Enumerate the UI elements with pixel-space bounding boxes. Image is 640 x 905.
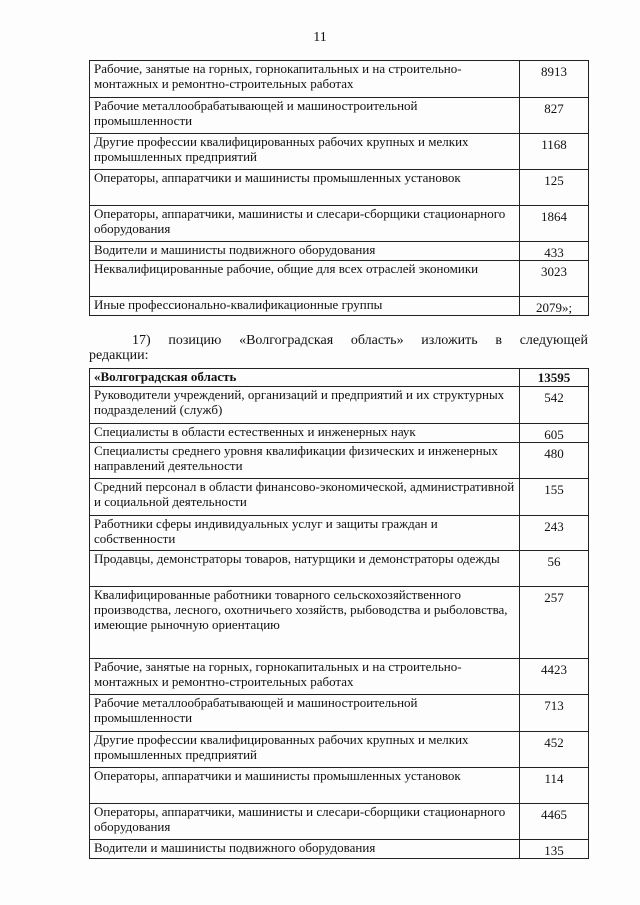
occupation-name: Квалифицированные работники товарного сельскохозяйственного производства, лесного, охотничьего хозяйств, рыбоводства и рыболовства, имеющие рыночную ориентацию (90, 587, 520, 659)
occupation-count: 135 (520, 840, 589, 859)
table-row (90, 732, 589, 768)
table-row (90, 387, 589, 424)
table-row (90, 206, 589, 242)
table-row (90, 804, 589, 840)
amendment-text: 17) позицию «Волгоградская область» изложить в следующей (132, 333, 588, 348)
occupation-name: Специалисты в области естественных и инженерных наук (90, 424, 520, 443)
region-total: 13595 (520, 369, 589, 387)
table-row (90, 297, 589, 316)
occupation-count: 125 (520, 170, 589, 206)
table-row (90, 134, 589, 170)
table-row (90, 516, 589, 551)
table-row (90, 261, 589, 297)
table-row (90, 98, 589, 134)
table-row (90, 840, 589, 859)
occupation-count: 542 (520, 387, 589, 424)
occupation-name: Средний персонал в области финансово-экономической, административной и социальной деятельности (90, 479, 520, 516)
occupation-name: Специалисты среднего уровня квалификации физических и инженерных направлений деятельности (90, 443, 520, 479)
occupation-count: 4465 (520, 804, 589, 840)
amendment-paragraph (89, 333, 588, 363)
table-row (90, 424, 589, 443)
occupation-name: Операторы, аппаратчики, машинисты и слесари-сборщики стационарного оборудования (90, 206, 520, 242)
table-row (90, 479, 589, 516)
occupation-table-continued (89, 60, 589, 316)
occupation-name: Неквалифицированные рабочие, общие для всех отраслей экономики (90, 261, 520, 297)
table-row (90, 768, 589, 804)
table-row (90, 587, 589, 659)
occupation-count: 3023 (520, 261, 589, 297)
volgograd-occupation-table (89, 368, 589, 859)
occupation-count: 155 (520, 479, 589, 516)
table-row (90, 551, 589, 587)
occupation-count: 433 (520, 242, 589, 261)
table-row (90, 242, 589, 261)
table-row (90, 659, 589, 695)
occupation-count: 4423 (520, 659, 589, 695)
occupation-name: Другие профессии квалифицированных рабочих крупных и мелких промышленных предприятий (90, 134, 520, 170)
occupation-count: 452 (520, 732, 589, 768)
occupation-name: Иные профессионально-квалификационные группы (90, 297, 520, 316)
table-row (90, 170, 589, 206)
occupation-count: 56 (520, 551, 589, 587)
occupation-count: 243 (520, 516, 589, 551)
page-number: 11 (313, 30, 327, 45)
table-row (90, 695, 589, 732)
occupation-name: Рабочие, занятые на горных, горнокапитальных и на строительно-монтажных и ремонтно-строительных работах (90, 61, 520, 98)
table-row (90, 61, 589, 98)
occupation-name: Другие профессии квалифицированных рабочих крупных и мелких промышленных предприятий (90, 732, 520, 768)
occupation-count: 480 (520, 443, 589, 479)
amendment-text-continued: редакции: (89, 348, 149, 363)
occupation-name: Руководители учреждений, организаций и предприятий и их структурных подразделений (служб) (90, 387, 520, 424)
occupation-name: Операторы, аппаратчики и машинисты промышленных установок (90, 768, 520, 804)
occupation-name: Операторы, аппаратчики и машинисты промышленных установок (90, 170, 520, 206)
occupation-name: Водители и машинисты подвижного оборудования (90, 242, 520, 261)
region-name: «Волгоградская область (90, 369, 520, 387)
occupation-count: 1864 (520, 206, 589, 242)
occupation-count: 114 (520, 768, 589, 804)
occupation-name: Операторы, аппаратчики, машинисты и слесари-сборщики стационарного оборудования (90, 804, 520, 840)
occupation-count: 713 (520, 695, 589, 732)
occupation-count: 605 (520, 424, 589, 443)
table-header-row (90, 369, 589, 387)
occupation-name: Рабочие металлообрабатывающей и машиностроительной промышленности (90, 98, 520, 134)
occupation-count: 2079»; (520, 297, 589, 316)
occupation-name: Рабочие, занятые на горных, горнокапитальных и на строительно-монтажных и ремонтно-строительных работах (90, 659, 520, 695)
occupation-name: Рабочие металлообрабатывающей и машиностроительной промышленности (90, 695, 520, 732)
occupation-name: Водители и машинисты подвижного оборудования (90, 840, 520, 859)
occupation-count: 257 (520, 587, 589, 659)
occupation-count: 1168 (520, 134, 589, 170)
occupation-count: 827 (520, 98, 589, 134)
occupation-name: Работники сферы индивидуальных услуг и защиты граждан и собственности (90, 516, 520, 551)
table-row (90, 443, 589, 479)
occupation-name: Продавцы, демонстраторы товаров, натурщики и демонстраторы одежды (90, 551, 520, 587)
occupation-count: 8913 (520, 61, 589, 98)
